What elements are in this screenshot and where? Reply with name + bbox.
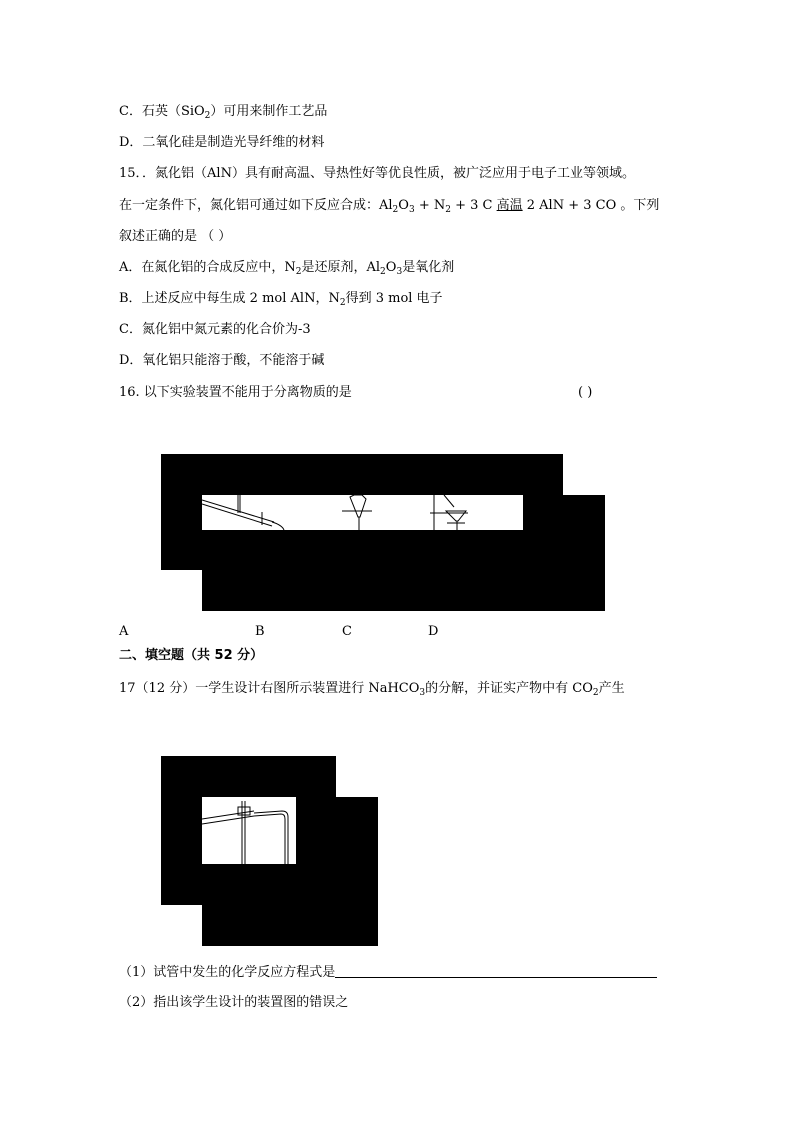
q17-sub1: （1）试管中发生的化学反应方程式是 xyxy=(119,963,657,982)
q16-label-d: D xyxy=(428,624,439,639)
q15-option-a: A．在氮化铝的合成反应中，$N_2$是还原剂，$Al_2O_3$是氧化剂 xyxy=(119,260,455,277)
q14-option-d: D．二氧化硅是制造光导纤维的材料 xyxy=(119,135,325,150)
q15-option-c: C．氮化铝中氮元素的化合价为-3 xyxy=(119,322,311,337)
q15-stem-line1: 15．．氮化铝（AlN）具有耐高温、导热性好等优良性质，被广泛应用于电子工业等领域。 xyxy=(119,166,635,181)
apparatus-sketch xyxy=(202,495,523,530)
q17-stem: 17（12 分）一学生设计右图所示装置进行 NaHCO$_3$的分解，并证实产物中有 $CO_2$产生 xyxy=(119,681,625,698)
q16-stem: 16. 以下实验装置不能用于分离物质的是 xyxy=(119,385,352,400)
q15-stem-line2: 在一定条件下，氮化铝可通过如下反应合成：$Al_2O_3 + N_2 + 3$ C 高温 2 AlN + 3 CO 。下列 xyxy=(119,198,660,215)
q15-stem-line3: 叙述正确的是 （ ） xyxy=(119,229,232,244)
answer-blank[interactable] xyxy=(335,963,657,978)
section-title: 二、填空题（共 52 分） xyxy=(119,648,264,663)
q16-answer-bracket: ( ) xyxy=(578,385,593,400)
q15-option-b: B．上述反应中每生成 2 mol AlN，$N_2$得到 3 mol 电子 xyxy=(119,291,443,308)
q15-option-d: D．氧化铝只能溶于酸，不能溶于碱 xyxy=(119,353,325,368)
q16-label-a: A xyxy=(119,624,129,639)
heating-apparatus-sketch xyxy=(202,797,296,864)
q16-label-c: C xyxy=(342,624,352,639)
reaction-condition: 高温 xyxy=(496,198,523,213)
q14-option-c: C．石英（SiO$_2$）可用来制作工艺品 xyxy=(119,104,328,121)
q16-label-b: B xyxy=(255,624,265,639)
q17-sub2: （2）指出该学生设计的装置图的错误之 xyxy=(119,995,349,1010)
